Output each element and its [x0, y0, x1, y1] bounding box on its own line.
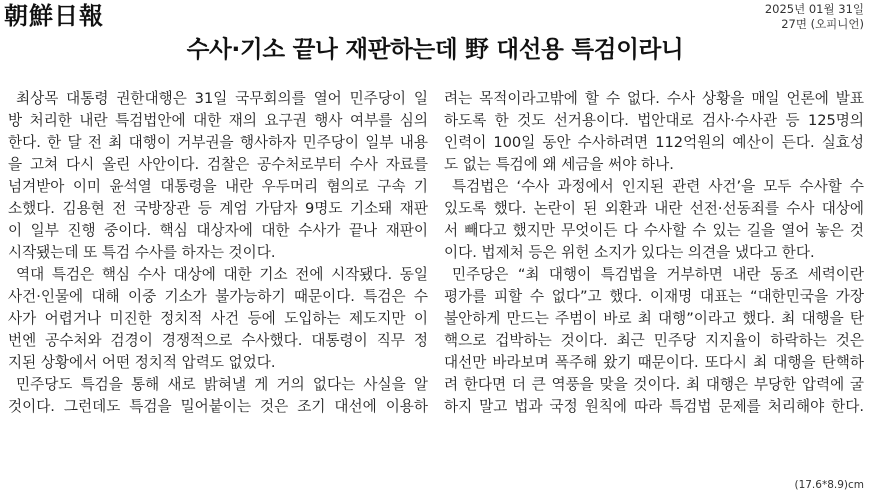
text-line: 최상목 대통령 권한대행은 31일 국무회의를 열어 민주당이 일: [16, 90, 428, 107]
text-line: 평가를 피할 수 없다”고 했다. 이재명 대표는 “대한민국을 가장: [444, 288, 864, 305]
text-line: 있도록 했다. 논란이 된 외환과 내란 선전·선동죄를 수사 대상에: [444, 200, 864, 217]
text-line: 민주당도 특검을 통해 새로 밝혀낼 게 거의 없다는 사실을 알: [16, 376, 428, 393]
text-line: 것이다. 그런데도 특검을 밀어붙이는 것은 조기 대선에 이용하: [8, 398, 428, 415]
text-line: 특검법은 ‘수사 과정에서 인지된 관련 사건’을 모두 수사할 수: [452, 178, 864, 195]
article-column-left: [8, 88, 428, 418]
page-section: 27면 (오피니언): [781, 17, 864, 31]
text-line: 넘겨받아 이미 윤석열 대통령을 내란 우두머리 혐의로 구속 기: [8, 178, 428, 195]
text-line: 이 일부 진행 중이다. 핵심 대상자에 대한 수사가 끝나 재판이: [8, 222, 428, 239]
text-line: 이다. 법제처 등은 위헌 소지가 있다는 의견을 냈다고 한다.: [444, 244, 815, 261]
text-line: 려는 목적이라고밖에 할 수 없다. 수사 상황을 매일 언론에 발표: [444, 90, 864, 107]
text-line: 불안하게 만드는 주범이 바로 최 대행”이라고 했다. 최 대행을 탄: [444, 310, 864, 327]
text-line: 한다. 한 달 전 최 대행이 거부권을 행사하자 민주당이 일부 내용: [8, 134, 428, 151]
text-line: 지된 상황에서 어떤 정치적 압력도 없었다.: [8, 354, 276, 371]
text-line: 도 없는 특검에 왜 세금을 써야 하나.: [444, 156, 674, 173]
text-line: 서 빼다고 했지만 무엇이든 다 수사할 수 있는 길을 열어 놓은 것: [444, 222, 864, 239]
text-line: 사건·인물에 대해 이중 기소가 불가능하기 때문이다. 특검은 수: [8, 288, 428, 305]
publish-date: 2025년 01월 31일: [764, 2, 864, 16]
text-line: 시작됐는데 또 특검 수사를 하자는 것이다.: [8, 244, 276, 261]
article-size-note: (17.6*8.9)cm: [794, 479, 864, 491]
text-line: 역대 특검은 핵심 수사 대상에 대한 기소 전에 시작됐다. 동일: [16, 266, 428, 283]
text-line: 번엔 공수처와 검경이 경쟁적으로 수사했다. 대통령이 직무 정: [8, 332, 428, 349]
text-line: 을 고쳐 다시 올린 사안이다. 검찰은 공수처로부터 수사 자료를: [8, 156, 428, 173]
text-line: 사가 어렵거나 미진한 정치적 사건 등에 도입하는 제도지만 이: [8, 310, 428, 327]
text-line: 핵으로 겁박하는 것이다. 최근 민주당 지지율이 하락하는 것은: [444, 332, 864, 349]
text-line: 인력이 100일 동안 수사하려면 112억원의 예산이 든다. 실효성: [444, 134, 864, 151]
article-meta: [765, 2, 864, 32]
article-headline: 수사·기소 끝나 재판하는데 野 대선용 특검이라니: [186, 35, 684, 63]
newspaper-masthead: 朝鮮日報: [4, 1, 104, 30]
text-line: 하도록 한 것도 선거용이다. 법안대로 검사·수사관 등 125명의: [444, 112, 864, 129]
text-line: 하지 말고 법과 국정 원칙에 따라 특검법 문제를 처리해야 한다.: [444, 398, 864, 415]
text-line: 소했다. 김용현 전 국방장관 등 계엄 가담자 9명도 기소돼 재판: [8, 200, 428, 217]
text-line: 대선만 바라보며 폭주해 왔기 때문이다. 또다시 최 대행을 탄핵하: [444, 354, 864, 371]
text-line: 방 처리한 내란 특검법안에 대한 재의 요구권 행사 여부를 심의: [8, 112, 428, 129]
article-column-right: [444, 88, 864, 418]
text-line: 민주당은 “최 대행이 특검법을 거부하면 내란 동조 세력이란: [452, 266, 864, 283]
text-line: 려 한다면 더 큰 역풍을 맞을 것이다. 최 대행은 부당한 압력에 굴: [444, 376, 864, 393]
